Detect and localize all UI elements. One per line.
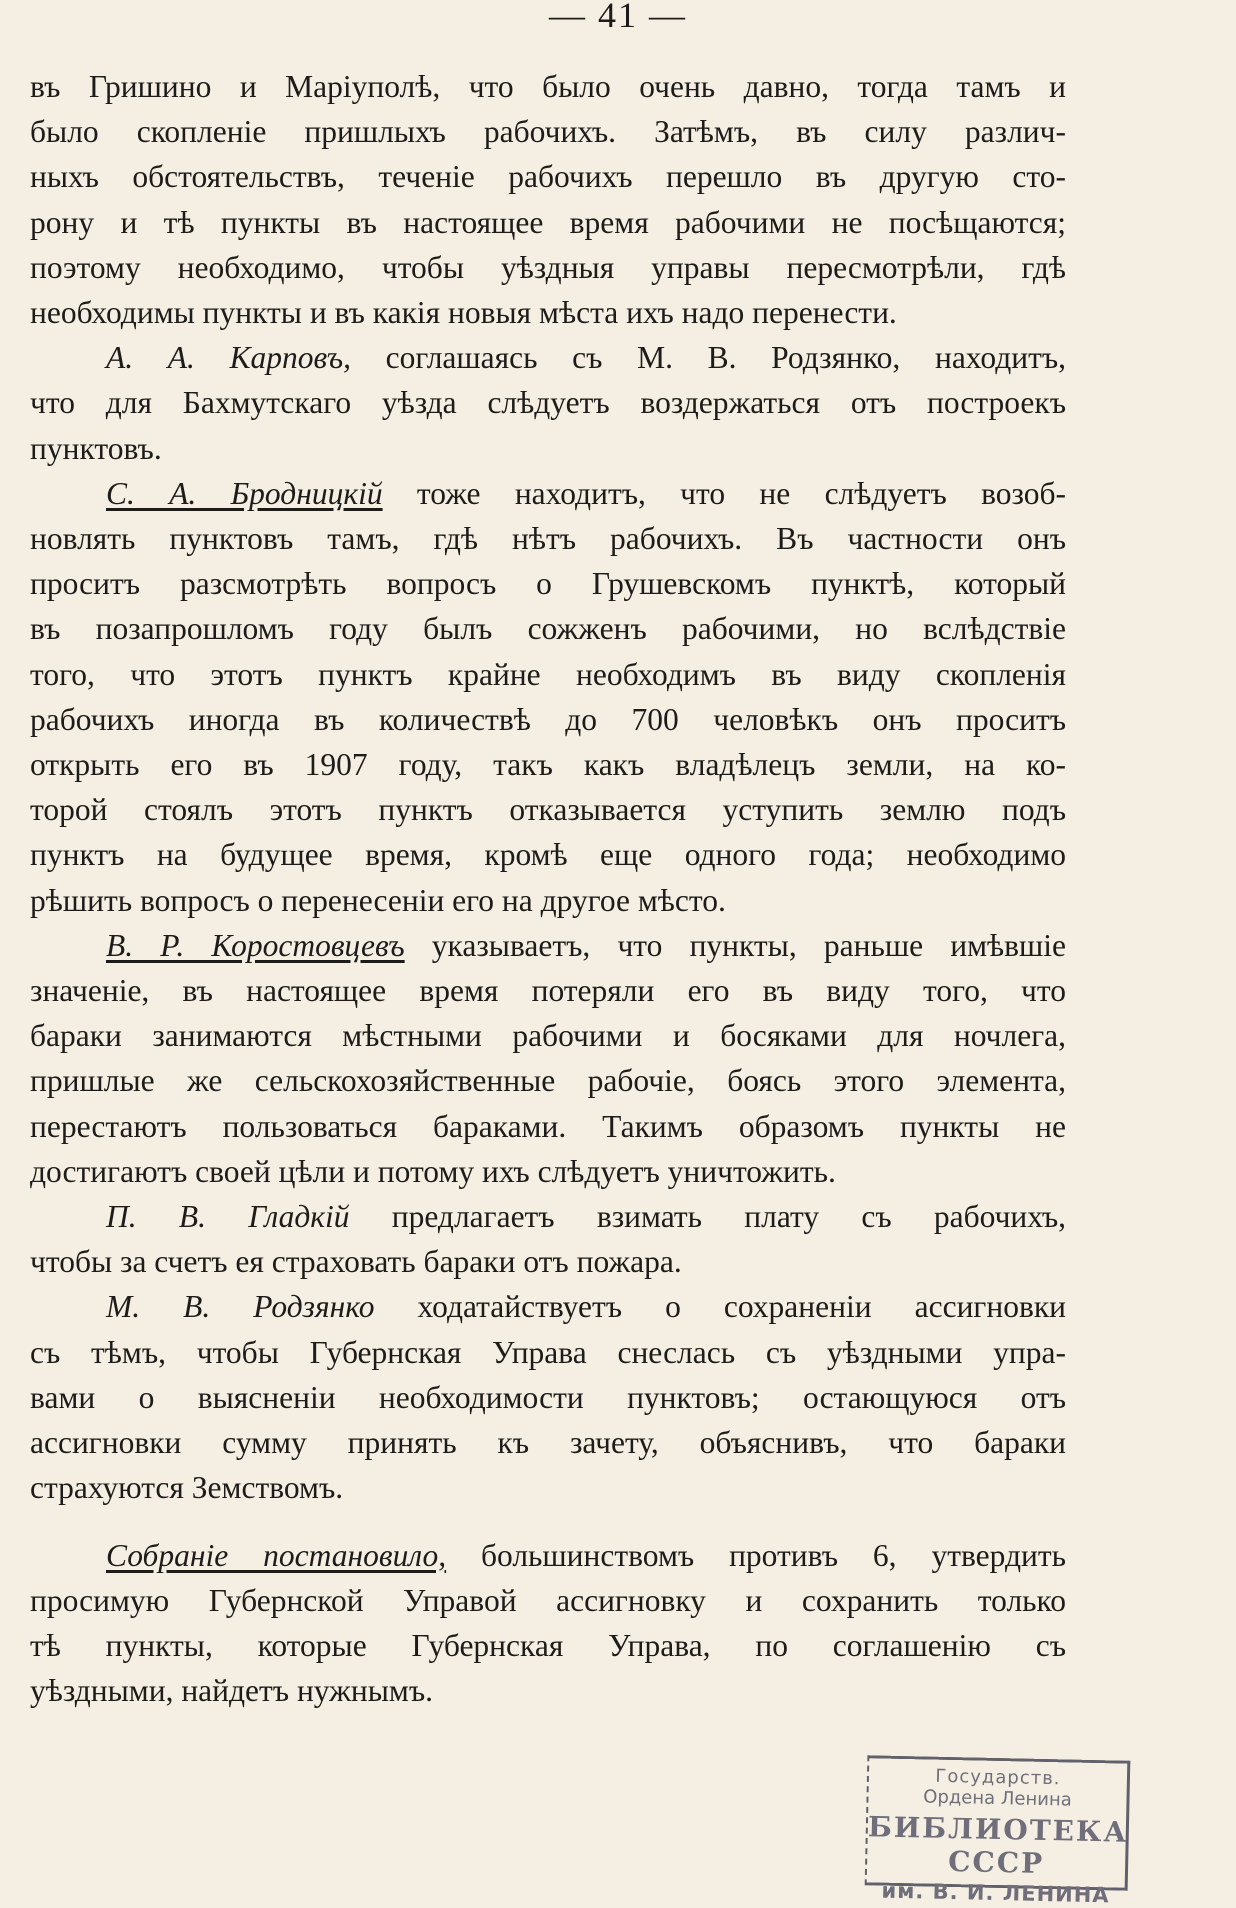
paragraph [30, 1194, 1066, 1284]
text-line: достигаютъ своей цѣли и потому ихъ слѣдуетъ уничтожить. [30, 1153, 836, 1189]
text-line: новлять пунктовъ тамъ, гдѣ нѣтъ рабочихъ. Въ частности онъ [30, 521, 1066, 557]
text-line [30, 923, 1066, 968]
page-number: — 41 — [549, 0, 687, 35]
text-line: рабочихъ иногда въ количествѣ до 700 человѣкъ онъ проситъ [30, 701, 1066, 737]
speaker-name: М. В. Родзянко [106, 1289, 375, 1325]
line-text: соглашаясь съ М. В. Родзянко, находитъ, [350, 340, 1066, 376]
stamp-line: Ордена Ленина [923, 1786, 1072, 1811]
text-line: открыть его въ 1907 году, такъ какъ владѣлецъ земли, на ко- [30, 747, 1066, 783]
paragraph [30, 335, 1066, 471]
text-line: чтобы за счетъ ея страховать бараки отъ пожара. [30, 1244, 682, 1280]
speaker-name: Собраніе постановило, [106, 1537, 447, 1573]
stamp-line: Государств. [935, 1765, 1061, 1790]
text-line: уѣздными, найдетъ нужнымъ. [30, 1673, 434, 1709]
text-line: въ Гришино и Маріуполѣ, что было очень давно, тогда тамъ и [30, 69, 1066, 104]
text-line: въ позапрошломъ году былъ сожженъ рабочими, но вслѣдствіе [30, 611, 1066, 647]
text-line: пунктовъ. [30, 430, 162, 466]
text-line [30, 1194, 1066, 1239]
text-line: просимую Губернской Управой ассигновку и сохранить только [30, 1582, 1066, 1618]
text-line: было скопленіе пришлыхъ рабочихъ. Затѣмъ, въ силу различ- [30, 114, 1066, 150]
speaker-name: А. А. Карповъ, [106, 340, 351, 376]
paragraph [30, 1533, 1066, 1714]
paragraph [30, 1284, 1066, 1510]
paragraph [30, 64, 1066, 335]
text-line: торой стоялъ этотъ пунктъ отказывается уступить землю подъ [30, 792, 1066, 828]
library-stamp [865, 1755, 1131, 1908]
speaker-name: В. Р. Коростовцевъ [106, 927, 405, 963]
speaker-name: П. В. Гладкій [106, 1199, 350, 1235]
text-line [30, 1533, 1066, 1578]
text-line: проситъ разсмотрѣть вопросъ о Грушевскомъ пунктѣ, который [30, 566, 1066, 602]
text-line: рону и тѣ пункты въ настоящее время рабочими не посѣщаются; [30, 204, 1066, 240]
text-line: что для Бахмутскаго уѣзда слѣдуетъ воздержаться отъ построекъ [30, 385, 1066, 421]
text-line: перестаютъ пользоваться бараками. Такимъ образомъ пункты не [30, 1108, 1066, 1144]
text-line: тѣ пункты, которые Губернская Управа, по соглашенію съ [30, 1627, 1066, 1663]
text-line: того, что этотъ пунктъ крайне необходимъ въ виду скопленія [30, 656, 1066, 692]
text-line: поэтому необходимо, чтобы уѣздныя управы пересмотрѣли, гдѣ [30, 249, 1066, 285]
line-text: большинствомъ противъ 6, утвердить [446, 1537, 1066, 1573]
stamp-line: БИБЛИОТЕКА СССР [867, 1810, 1129, 1880]
body-text [30, 64, 1066, 1713]
line-text: ходатайствуетъ о сохраненіи ассигновки [374, 1289, 1066, 1325]
text-line: необходимы пункты и въ какія новыя мѣста ихъ надо перенести. [30, 295, 897, 331]
text-line: значеніе, въ настоящее время потеряли его въ виду того, что [30, 973, 1066, 1009]
text-line: рѣшить вопросъ о перенесеніи его на другое мѣсто. [30, 882, 726, 918]
paragraph [30, 471, 1066, 923]
line-text: тоже находитъ, что не слѣдуетъ возоб- [382, 475, 1066, 511]
text-line [30, 1284, 1066, 1329]
text-line: страхуются Земствомъ. [30, 1470, 344, 1506]
text-line: вами о выясненіи необходимости пунктовъ; остающуюся отъ [30, 1379, 1066, 1415]
text-line [30, 471, 1066, 516]
text-line: ныхъ обстоятельствъ, теченіе рабочихъ перешло въ другую сто- [30, 159, 1066, 195]
text-line: пунктъ на будущее время, кромѣ еще одного года; необходимо [30, 837, 1066, 873]
paragraph [30, 923, 1066, 1194]
text-line: бараки занимаются мѣстными рабочими и босяками для ночлега, [30, 1018, 1066, 1054]
line-text: предлагаетъ взимать плату съ рабочихъ, [349, 1199, 1066, 1235]
text-line: пришлые же сельскохозяйственные рабочіе, боясь этого элемента, [30, 1063, 1066, 1099]
text-line: ассигновки сумму принять къ зачету, объяснивъ, что бараки [30, 1425, 1066, 1461]
text-line: съ тѣмъ, чтобы Губернская Управа снеслась съ уѣздными упра- [30, 1334, 1066, 1370]
text-line [30, 335, 1066, 380]
line-text: указываетъ, что пункты, раньше имѣвшіе [404, 927, 1066, 963]
paragraph-gap [30, 1511, 1066, 1533]
stamp-line: им. В. И. ЛЕНИНА [881, 1878, 1110, 1908]
speaker-name: С. А. Бродницкій [106, 475, 383, 511]
